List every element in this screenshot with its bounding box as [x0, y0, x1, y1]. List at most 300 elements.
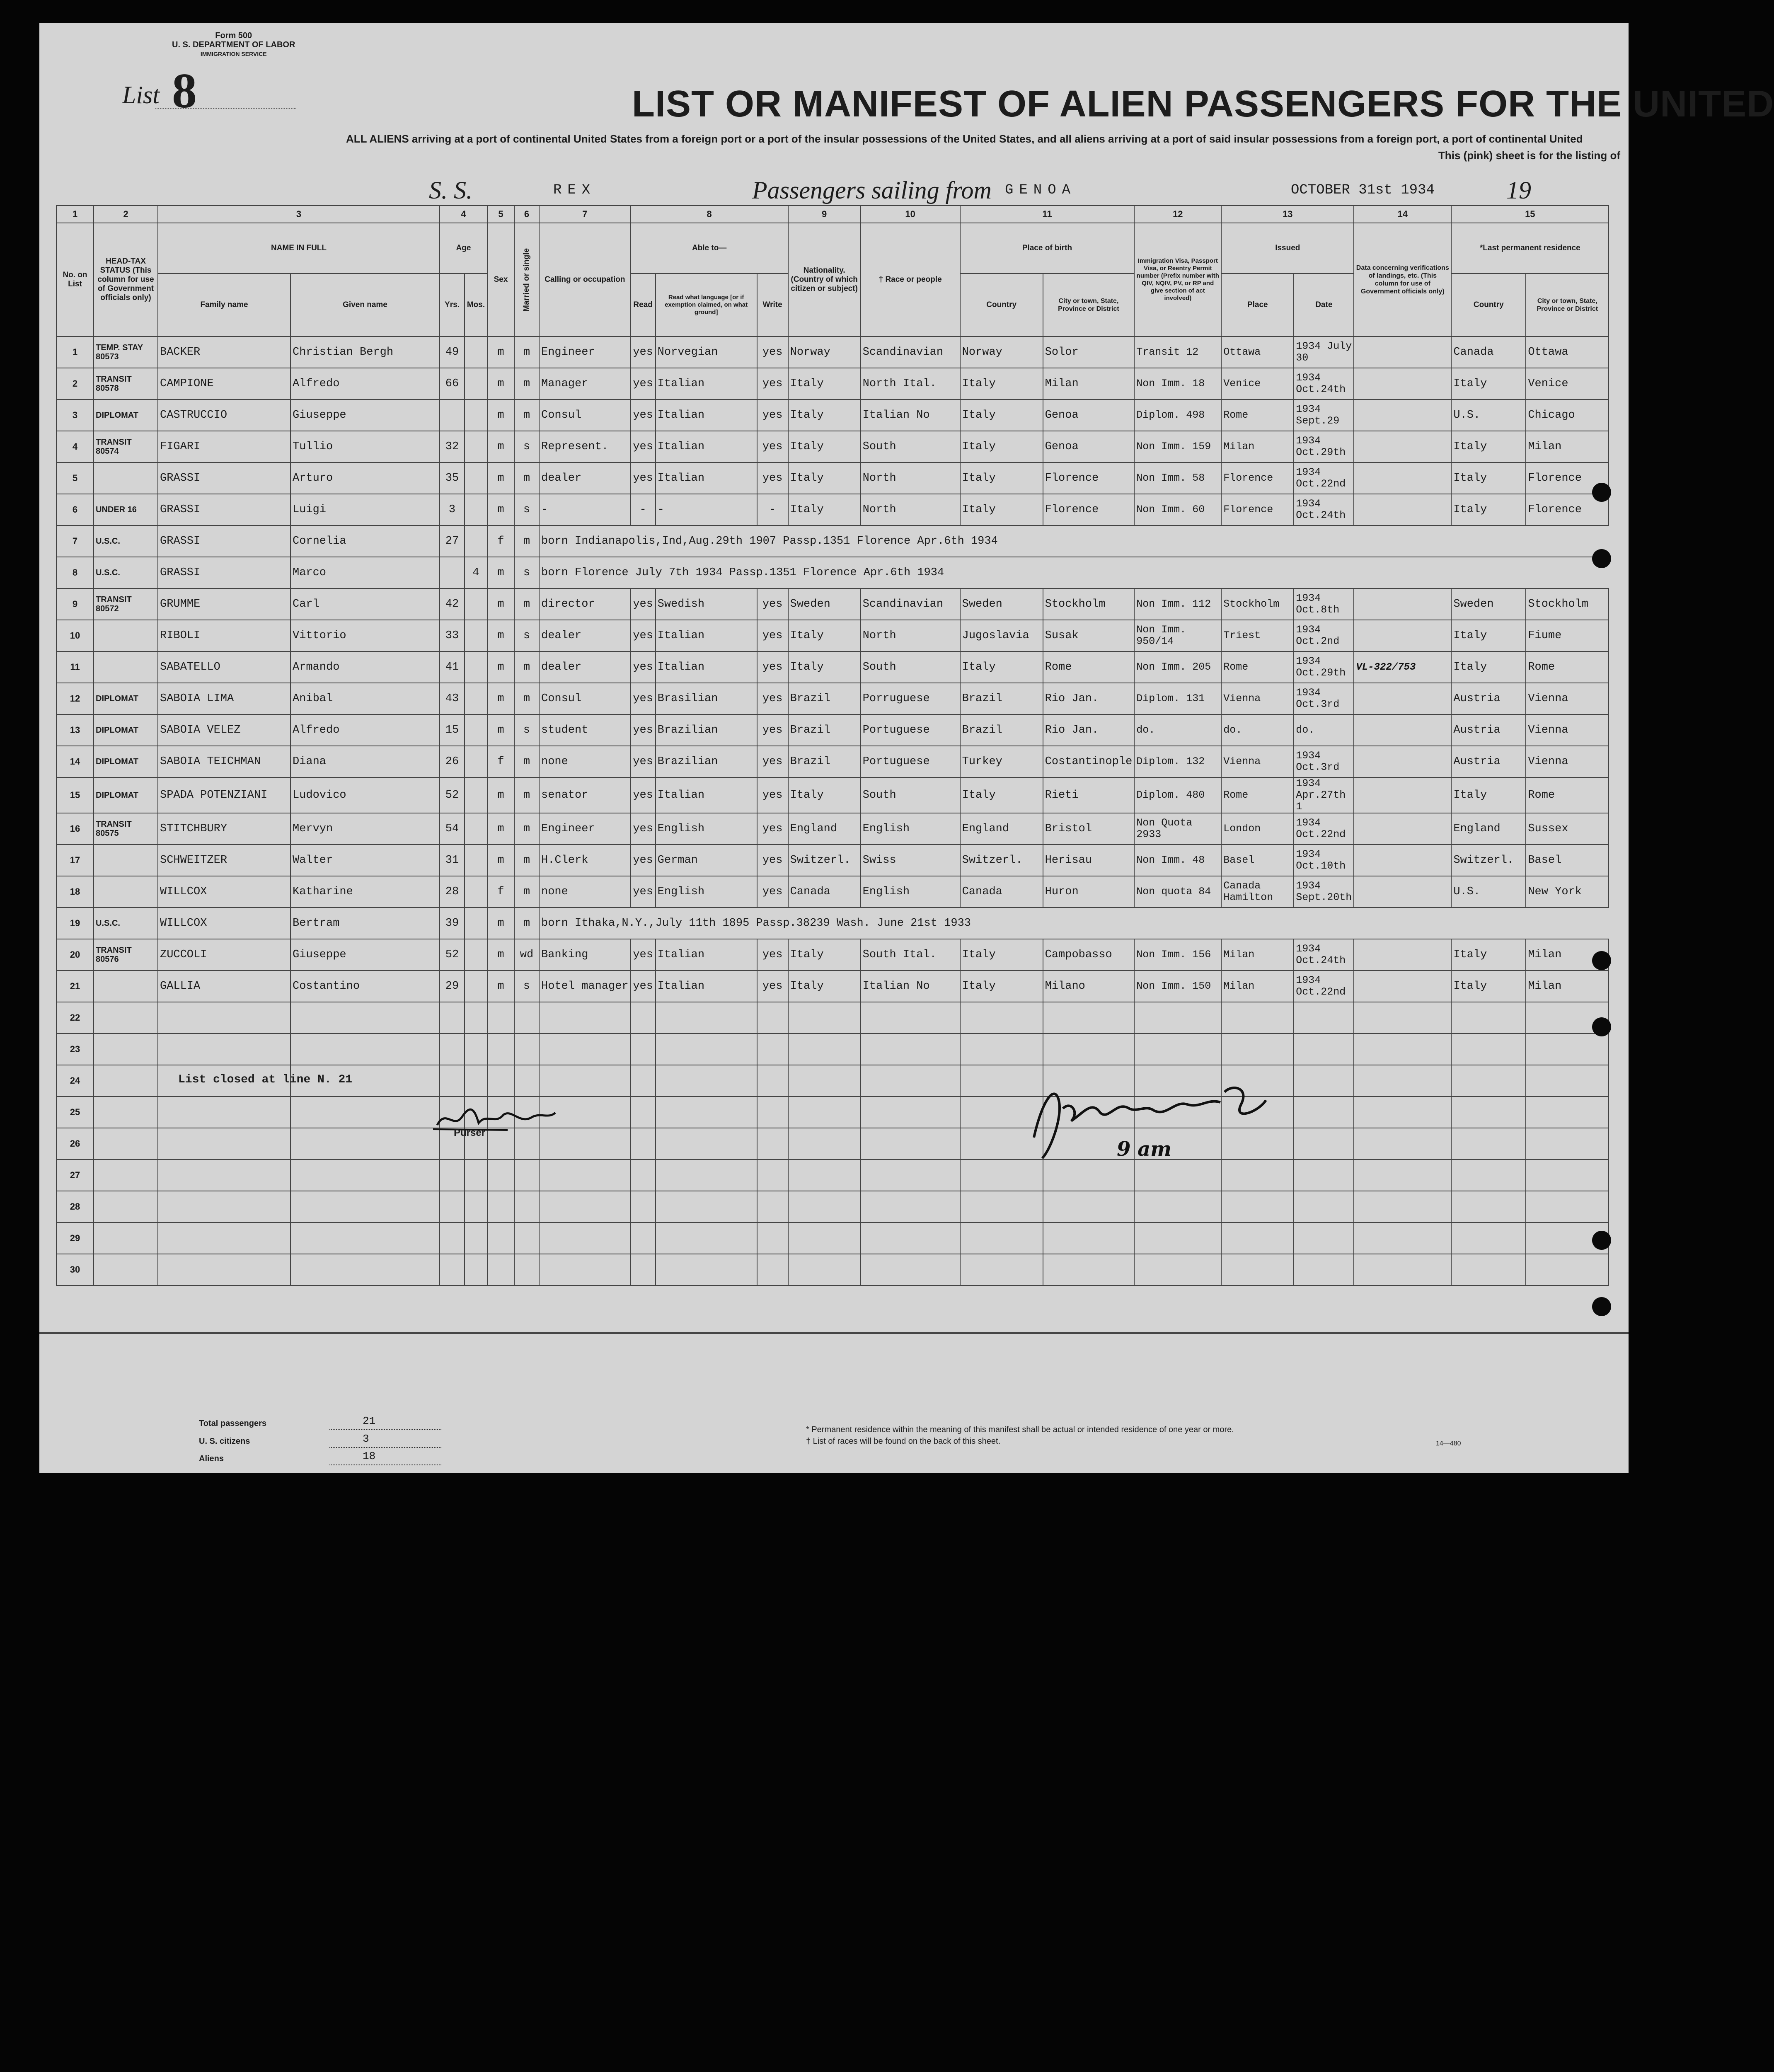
given-name-cell [290, 1002, 440, 1034]
race-cell [861, 1097, 960, 1128]
issued-place-cell [1221, 1002, 1294, 1034]
age-months-cell [465, 1002, 487, 1034]
residence-country-cell [1451, 1097, 1526, 1128]
family-name-cell [158, 1097, 290, 1128]
birth-city-cell [1043, 1254, 1135, 1285]
marital-status-cell [514, 1034, 539, 1065]
issued-place-cell: Rome [1221, 399, 1294, 431]
head-tax-cell: TRANSIT 80574 [94, 431, 158, 462]
birth-city-cell [1043, 1034, 1135, 1065]
issued-place-cell [1221, 1191, 1294, 1222]
age-years-cell: 42 [440, 588, 465, 620]
birth-country-cell: Brazil [960, 714, 1043, 746]
age-months-cell: 4 [465, 557, 487, 588]
sailing-date: OCTOBER 31st 1934 [1291, 182, 1435, 198]
binder-hole [1592, 1017, 1611, 1036]
family-name-cell: GRASSI [158, 525, 290, 557]
family-name-cell: SCHWEITZER [158, 845, 290, 876]
visa-cell [1134, 1034, 1221, 1065]
age-years-cell [440, 1222, 465, 1254]
language-cell [656, 1128, 757, 1159]
language-cell [656, 1222, 757, 1254]
occupation-cell [539, 1191, 631, 1222]
issued-place-cell [1221, 1034, 1294, 1065]
residence-country-cell: U.S. [1451, 876, 1526, 908]
birth-city-cell [1043, 1222, 1135, 1254]
marital-status-cell: s [514, 971, 539, 1002]
row-number-cell: 19 [56, 908, 94, 939]
residence-country-cell [1451, 1254, 1526, 1285]
verification-cell [1354, 336, 1451, 368]
family-name-cell: SABATELLO [158, 651, 290, 683]
given-name-cell: Christian Bergh [290, 336, 440, 368]
race-cell [861, 1222, 960, 1254]
residence-city-cell: Chicago [1526, 399, 1609, 431]
residence-city-cell: Stockholm [1526, 588, 1609, 620]
marital-status-cell: m [514, 368, 539, 399]
visa-cell: Non Quota 2933 [1134, 813, 1221, 845]
row-number-cell: 1 [56, 336, 94, 368]
write-cell: yes [757, 651, 788, 683]
age-years-cell: 27 [440, 525, 465, 557]
verification-cell [1354, 368, 1451, 399]
row-number-cell: 4 [56, 431, 94, 462]
nationality-cell: Switzerl. [788, 845, 861, 876]
binder-hole [1592, 1297, 1611, 1316]
sex-cell: m [487, 368, 514, 399]
issued-date-cell: 1934 Oct.8th [1294, 588, 1354, 620]
birth-city-cell: Genoa [1043, 431, 1135, 462]
issued-place-cell: Florence [1221, 462, 1294, 494]
marital-status-cell [514, 1191, 539, 1222]
race-cell [861, 1159, 960, 1191]
visa-cell: Diplom. 480 [1134, 777, 1221, 813]
sex-cell: m [487, 777, 514, 813]
age-months-cell [465, 1159, 487, 1191]
header-able-to: Able to— [631, 223, 788, 274]
residence-country-cell: Italy [1451, 777, 1526, 813]
birth-passport-note-cell: born Florence July 7th 1934 Passp.1351 Florence Apr.6th 1934 [539, 557, 1609, 588]
table-row [56, 939, 1609, 971]
total-passengers-value: 21 [363, 1415, 376, 1427]
age-months-cell [465, 845, 487, 876]
race-cell: Scandinavian [861, 336, 960, 368]
visa-cell: Non quota 84 [1134, 876, 1221, 908]
given-name-cell: Alfredo [290, 368, 440, 399]
occupation-cell [539, 1254, 631, 1285]
age-years-cell [440, 1034, 465, 1065]
issued-date-cell: 1934 Oct.2nd [1294, 620, 1354, 651]
nationality-cell: Italy [788, 939, 861, 971]
table-row [56, 777, 1609, 813]
birth-city-cell: Rio Jan. [1043, 714, 1135, 746]
birth-city-cell: Milano [1043, 971, 1135, 1002]
issued-date-cell [1294, 1191, 1354, 1222]
marital-status-cell: m [514, 876, 539, 908]
issued-place-cell: Milan [1221, 971, 1294, 1002]
given-name-cell: Giuseppe [290, 939, 440, 971]
table-row [56, 683, 1609, 714]
age-years-cell [440, 1065, 465, 1097]
sex-cell: m [487, 431, 514, 462]
head-tax-cell: U.S.C. [94, 525, 158, 557]
family-name-cell: GRASSI [158, 494, 290, 525]
verification-cell [1354, 714, 1451, 746]
row-number-cell: 10 [56, 620, 94, 651]
header-birth-city: City or town, State, Province or District [1043, 274, 1135, 336]
write-cell [757, 1254, 788, 1285]
header-residence: *Last permanent residence [1451, 223, 1609, 274]
marital-status-cell: m [514, 336, 539, 368]
issued-date-cell [1294, 1128, 1354, 1159]
residence-city-cell: Fiume [1526, 620, 1609, 651]
nationality-cell [788, 1222, 861, 1254]
row-number-cell: 20 [56, 939, 94, 971]
language-cell [656, 1034, 757, 1065]
head-tax-cell: DIPLOMAT [94, 399, 158, 431]
row-number-cell: 8 [56, 557, 94, 588]
nationality-cell: Italy [788, 431, 861, 462]
age-years-cell: 29 [440, 971, 465, 1002]
language-cell: Italian [656, 399, 757, 431]
language-cell: English [656, 876, 757, 908]
language-cell [656, 1002, 757, 1034]
issued-date-cell: 1934 Apr.27th 1 [1294, 777, 1354, 813]
age-years-cell: 43 [440, 683, 465, 714]
head-tax-cell [94, 876, 158, 908]
nationality-cell: Brazil [788, 714, 861, 746]
family-name-cell: SABOIA VELEZ [158, 714, 290, 746]
family-name-cell [158, 1002, 290, 1034]
race-cell: Portuguese [861, 714, 960, 746]
read-cell: yes [631, 777, 656, 813]
sex-cell [487, 1065, 514, 1097]
issued-place-cell: London [1221, 813, 1294, 845]
birth-country-cell: Jugoslavia [960, 620, 1043, 651]
birth-passport-note-cell: born Indianapolis,Ind,Aug.29th 1907 Passp.1351 Florence Apr.6th 1934 [539, 525, 1609, 557]
race-cell: English [861, 813, 960, 845]
given-name-cell [290, 1128, 440, 1159]
age-months-cell [465, 1191, 487, 1222]
verification-cell [1354, 939, 1451, 971]
issued-date-cell: 1934 Oct.24th [1294, 368, 1354, 399]
table-row [56, 1002, 1609, 1034]
table-row [56, 399, 1609, 431]
nationality-cell: Italy [788, 462, 861, 494]
visa-cell: do. [1134, 714, 1221, 746]
race-cell: North [861, 462, 960, 494]
header-family-name: Family name [158, 274, 290, 336]
form-number: Form 500 [215, 31, 252, 40]
page-title: LIST OR MANIFEST OF ALIEN PASSENGERS FOR THE UNITED [632, 83, 1774, 125]
issued-place-cell [1221, 1254, 1294, 1285]
sex-cell: m [487, 620, 514, 651]
purser-signature [433, 1100, 557, 1138]
occupation-cell [539, 1065, 631, 1097]
occupation-cell: director [539, 588, 631, 620]
table-row [56, 1097, 1609, 1128]
age-years-cell: 39 [440, 908, 465, 939]
list-underline [155, 108, 296, 109]
head-tax-cell [94, 1002, 158, 1034]
birth-country-cell: Italy [960, 399, 1043, 431]
birth-country-cell: Turkey [960, 746, 1043, 777]
issued-place-cell [1221, 1159, 1294, 1191]
residence-city-cell: Florence [1526, 494, 1609, 525]
row-number-cell: 15 [56, 777, 94, 813]
marital-status-cell [514, 1254, 539, 1285]
footnote-races: † List of races will be found on the back of this sheet. [806, 1437, 1001, 1446]
age-months-cell [465, 813, 487, 845]
issued-date-cell: 1934 Oct.10th [1294, 845, 1354, 876]
citizens-underline [329, 1447, 441, 1448]
verification-cell [1354, 399, 1451, 431]
purser-label: Purser [454, 1127, 486, 1138]
residence-city-cell: Milan [1526, 971, 1609, 1002]
race-cell: North [861, 620, 960, 651]
residence-city-cell: Ottawa [1526, 336, 1609, 368]
visa-cell: Non Imm. 950/14 [1134, 620, 1221, 651]
read-cell: yes [631, 336, 656, 368]
head-tax-cell [94, 1034, 158, 1065]
nationality-cell [788, 1128, 861, 1159]
issued-place-cell: Canada Hamilton [1221, 876, 1294, 908]
read-cell: yes [631, 746, 656, 777]
header-place-of-birth: Place of birth [960, 223, 1135, 274]
age-months-cell [465, 588, 487, 620]
residence-country-cell: England [1451, 813, 1526, 845]
birth-country-cell [960, 1254, 1043, 1285]
family-name-cell: SABOIA TEICHMAN [158, 746, 290, 777]
language-cell: Brazilian [656, 714, 757, 746]
race-cell [861, 1002, 960, 1034]
birth-city-cell: Bristol [1043, 813, 1135, 845]
table-row [56, 620, 1609, 651]
write-cell: - [757, 494, 788, 525]
age-months-cell [465, 399, 487, 431]
residence-country-cell: Austria [1451, 746, 1526, 777]
head-tax-cell [94, 971, 158, 1002]
issued-place-cell: Venice [1221, 368, 1294, 399]
write-cell: yes [757, 399, 788, 431]
residence-city-cell [1526, 1128, 1609, 1159]
age-months-cell [465, 714, 487, 746]
age-years-cell: 28 [440, 876, 465, 908]
issued-date-cell: 1934 Oct.22nd [1294, 971, 1354, 1002]
read-cell [631, 1002, 656, 1034]
marital-status-cell: wd [514, 939, 539, 971]
age-years-cell: 52 [440, 939, 465, 971]
list-closed-note: List closed at line N. 21 [178, 1073, 353, 1086]
issued-date-cell: 1934 Oct.29th [1294, 431, 1354, 462]
birth-city-cell [1043, 1191, 1135, 1222]
header-write: Write [757, 274, 788, 336]
residence-city-cell: Vienna [1526, 746, 1609, 777]
write-cell: yes [757, 939, 788, 971]
birth-country-cell: Italy [960, 651, 1043, 683]
write-cell: yes [757, 336, 788, 368]
race-cell [861, 1034, 960, 1065]
verification-cell [1354, 971, 1451, 1002]
colnum: 5 [487, 206, 514, 223]
issued-date-cell [1294, 1222, 1354, 1254]
table-row [56, 588, 1609, 620]
colnum: 14 [1354, 206, 1451, 223]
port-name: GENOA [1005, 182, 1077, 198]
issued-date-cell: 1934 Sept.29 [1294, 399, 1354, 431]
nationality-cell: Italy [788, 971, 861, 1002]
given-name-cell: Armando [290, 651, 440, 683]
family-name-cell [158, 1034, 290, 1065]
marital-status-cell: s [514, 494, 539, 525]
family-name-cell: GRUMME [158, 588, 290, 620]
issued-date-cell [1294, 1034, 1354, 1065]
header-sex: Sex [487, 223, 514, 336]
write-cell [757, 1191, 788, 1222]
birth-city-cell [1043, 1002, 1135, 1034]
marital-status-cell [514, 1065, 539, 1097]
residence-country-cell [1451, 1222, 1526, 1254]
issued-date-cell: 1934 Oct.24th [1294, 494, 1354, 525]
write-cell: yes [757, 368, 788, 399]
age-years-cell [440, 1191, 465, 1222]
residence-city-cell: Rome [1526, 777, 1609, 813]
read-cell: - [631, 494, 656, 525]
given-name-cell: Costantino [290, 971, 440, 1002]
residence-city-cell [1526, 1254, 1609, 1285]
residence-city-cell: Sussex [1526, 813, 1609, 845]
colnum: 15 [1451, 206, 1609, 223]
birth-country-cell: Italy [960, 462, 1043, 494]
marital-status-cell: m [514, 399, 539, 431]
nationality-cell [788, 1002, 861, 1034]
verification-cell [1354, 1128, 1451, 1159]
issued-place-cell: Rome [1221, 651, 1294, 683]
sex-cell: f [487, 876, 514, 908]
race-cell: South Ital. [861, 939, 960, 971]
total-underline [329, 1429, 441, 1430]
colnum: 13 [1221, 206, 1354, 223]
given-name-cell: Katharine [290, 876, 440, 908]
family-name-cell: ZUCCOLI [158, 939, 290, 971]
manifest-table [56, 205, 1609, 1286]
race-cell: Portuguese [861, 746, 960, 777]
nationality-cell: Brazil [788, 746, 861, 777]
verification-cell [1354, 588, 1451, 620]
marital-status-cell [514, 1222, 539, 1254]
nationality-cell: Canada [788, 876, 861, 908]
age-years-cell [440, 557, 465, 588]
row-number-cell: 9 [56, 588, 94, 620]
department-name: U. S. DEPARTMENT OF LABOR [172, 40, 295, 49]
colnum: 10 [861, 206, 960, 223]
issued-date-cell: 1934 Oct.24th [1294, 939, 1354, 971]
sex-cell [487, 1254, 514, 1285]
given-name-cell: Ludovico [290, 777, 440, 813]
head-tax-cell: TRANSIT 80575 [94, 813, 158, 845]
verification-cell [1354, 813, 1451, 845]
birth-city-cell [1043, 1159, 1135, 1191]
language-cell: Swedish [656, 588, 757, 620]
nationality-cell [788, 1254, 861, 1285]
residence-city-cell [1526, 1097, 1609, 1128]
age-months-cell [465, 876, 487, 908]
marital-status-cell: m [514, 908, 539, 939]
visa-cell: Non Imm. 48 [1134, 845, 1221, 876]
verification-cell [1354, 1159, 1451, 1191]
verification-cell [1354, 1222, 1451, 1254]
verification-cell [1354, 1254, 1451, 1285]
sex-cell: m [487, 845, 514, 876]
year-label: 19 [1506, 177, 1531, 204]
head-tax-cell [94, 620, 158, 651]
birth-city-cell: Rieti [1043, 777, 1135, 813]
occupation-cell: none [539, 876, 631, 908]
age-months-cell [465, 1222, 487, 1254]
row-number-cell: 28 [56, 1191, 94, 1222]
race-cell: Swiss [861, 845, 960, 876]
verification-cell [1354, 462, 1451, 494]
age-months-cell [465, 908, 487, 939]
visa-cell: Non Imm. 205 [1134, 651, 1221, 683]
head-tax-cell: TEMP. STAY 80573 [94, 336, 158, 368]
write-cell: yes [757, 620, 788, 651]
nationality-cell: Italy [788, 494, 861, 525]
table-row [56, 1128, 1609, 1159]
nationality-cell [788, 1065, 861, 1097]
age-months-cell [465, 939, 487, 971]
header-mos: Mos. [465, 274, 487, 336]
visa-cell: Transit 12 [1134, 336, 1221, 368]
head-tax-cell: DIPLOMAT [94, 777, 158, 813]
language-cell: English [656, 813, 757, 845]
head-tax-cell: TRANSIT 80578 [94, 368, 158, 399]
header-read-lang: Read what language [or if exemption claimed, on what ground] [656, 274, 757, 336]
given-name-cell: Cornelia [290, 525, 440, 557]
row-number-cell: 13 [56, 714, 94, 746]
read-cell: yes [631, 651, 656, 683]
read-cell: yes [631, 714, 656, 746]
manifest-body [56, 336, 1609, 1285]
read-cell [631, 1065, 656, 1097]
birth-country-cell [960, 1034, 1043, 1065]
given-name-cell: Tullio [290, 431, 440, 462]
age-months-cell [465, 462, 487, 494]
nationality-cell: Sweden [788, 588, 861, 620]
given-name-cell: Arturo [290, 462, 440, 494]
age-months-cell [465, 1034, 487, 1065]
residence-country-cell [1451, 1128, 1526, 1159]
race-cell: Italian No [861, 399, 960, 431]
issued-date-cell: 1934 Sept.20th [1294, 876, 1354, 908]
visa-cell: Non Imm. 112 [1134, 588, 1221, 620]
header-verification: Data concerning verifications of landings, etc. (This column for use of Government officials only) [1354, 223, 1451, 336]
issued-place-cell: Milan [1221, 939, 1294, 971]
sex-cell [487, 1222, 514, 1254]
header-row-1 [56, 223, 1609, 274]
age-years-cell: 31 [440, 845, 465, 876]
birth-country-cell: Italy [960, 971, 1043, 1002]
issued-place-cell: Triest [1221, 620, 1294, 651]
marital-status-cell: s [514, 557, 539, 588]
occupation-cell: Engineer [539, 813, 631, 845]
nationality-cell: Brazil [788, 683, 861, 714]
occupation-cell [539, 1034, 631, 1065]
visa-cell: Diplom. 131 [1134, 683, 1221, 714]
write-cell [757, 1128, 788, 1159]
residence-country-cell [1451, 1002, 1526, 1034]
residence-country-cell: Italy [1451, 971, 1526, 1002]
